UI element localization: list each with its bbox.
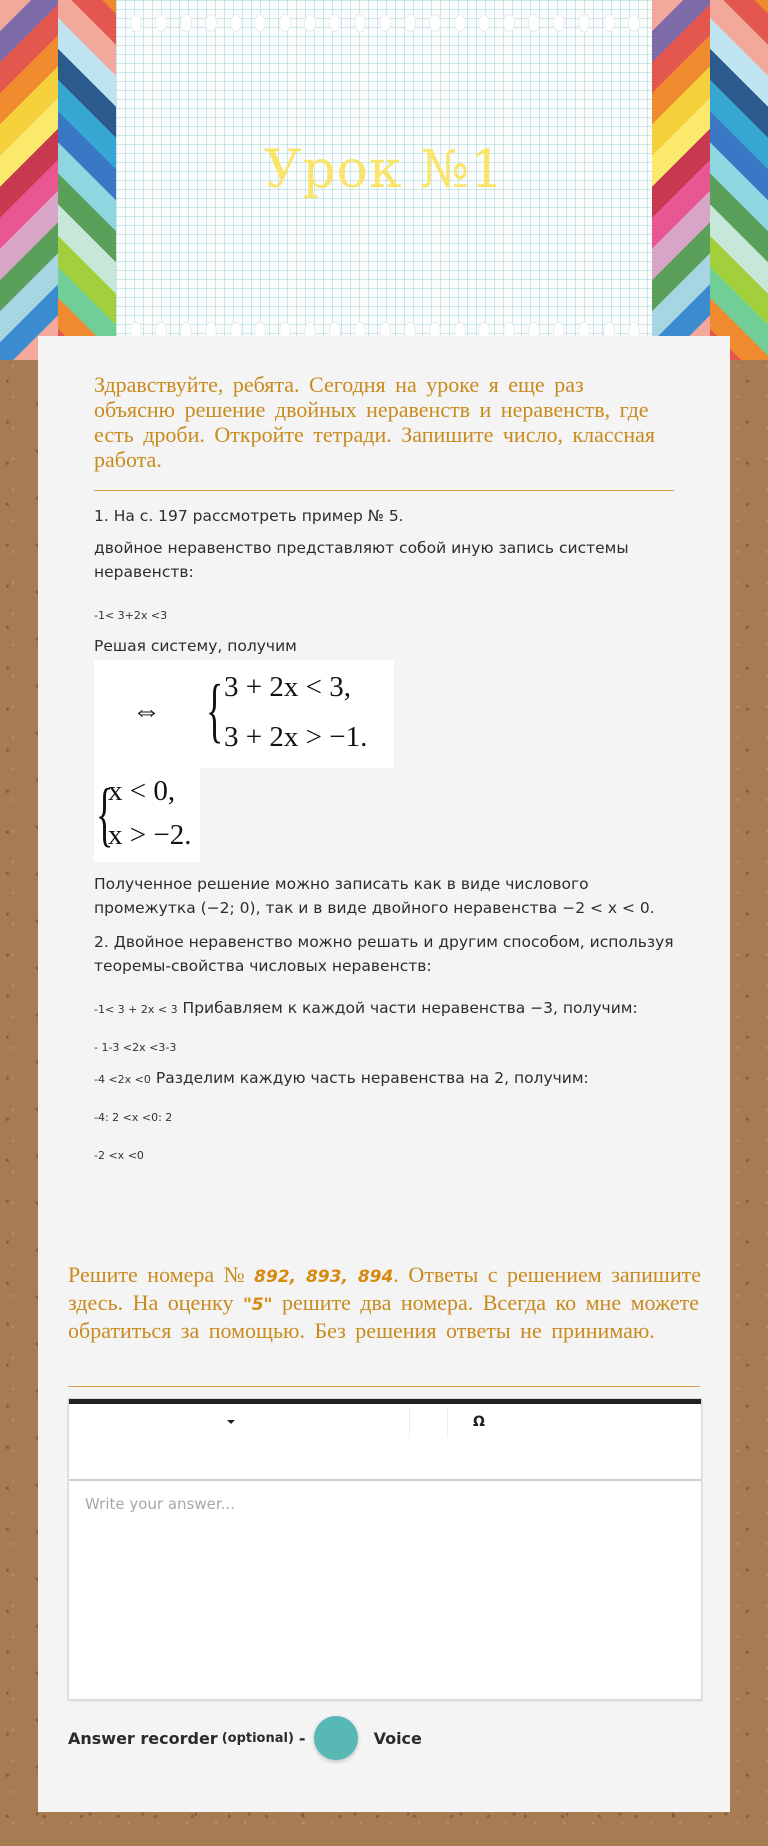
special-character-icon[interactable]: Ω [473,1414,485,1430]
system-line: 3 + 2x > −1. [224,721,368,753]
lesson-step-line [94,1066,694,1092]
brace-icon: { [206,670,224,750]
equivalence-arrow-icon: ⇔ [132,695,161,727]
lesson-paragraph: Полученное решение можно записать как в виде числового промежутка (−2; 0), так и в виде двойного неравенства −2 < x < 0. [94,875,655,917]
answer-recorder: Answer recorder (optional) - Voice [68,1716,422,1760]
assignment-text: Решите номера № 892, 893, 894. Ответы с решением запишите здесь. На оценку "5" решите два номера. Всегда ко мне можете обратиться за помощью. Без решения ответы не принимаю. [68,1262,702,1343]
inequality: - 1-3 <2x <3-3 [94,1041,177,1054]
format-dropdown[interactable] [69,1404,409,1440]
assignment-numbers: 892, 893, 894 [254,1267,394,1287]
editor-toolbar [69,1404,701,1481]
page-title: Урок №1 [263,140,505,200]
divider [68,1386,700,1387]
inequality: -1< 3 + 2x < 3 [94,1003,178,1016]
lesson-step-line [94,996,694,1022]
intro-text: Здравствуйте, ребята. Сегодня на уроке я еще раз объясню решение двойных неравенств и неравенств, где есть дроби. Откройте тетради. Запишите число, классная работа. [94,372,656,472]
brace-icon: { [96,774,114,854]
lesson-step-2: 2. Двойное неравенство можно решать и другим способом, используя теоремы-свойства числовых неравенств: [94,933,674,975]
step-text: Разделим каждую часть неравенства на 2, получим: [155,1069,589,1087]
toolbar-separator [409,1408,410,1438]
system-line: 3 + 2x < 3, [224,671,351,703]
answer-editor [68,1398,702,1700]
lesson-paragraph: двойное неравенство представляют собой иную запись системы неравенств: [94,539,629,581]
inequality: -1< 3+2x <3 [94,609,168,622]
inequality: -4: 2 <x <0: 2 [94,1111,173,1124]
grade-mark: "5" [242,1295,273,1315]
chevron-pattern-right [652,0,768,360]
math-system-image-2 [94,768,200,862]
recorder-label: Answer recorder [68,1728,218,1748]
system-line: x > −2. [108,819,192,851]
toolbar-separator [447,1408,448,1438]
recorder-optional: (optional) [221,1730,294,1746]
voice-label: Voice [373,1728,422,1748]
divider [94,490,674,491]
inequality: -4 <2x <0 [94,1073,151,1086]
lesson-step-1: 1. На с. 197 рассмотреть пример № 5. [94,507,404,525]
chevron-pattern-left [0,0,116,360]
record-voice-button[interactable] [314,1716,358,1760]
inequality: -2 <x <0 [94,1149,144,1162]
graph-paper [116,0,652,360]
system-line: x < 0, [108,775,176,807]
math-system-image-1 [94,660,394,768]
lesson-card [38,336,730,1812]
notebook-holes-top [130,14,640,32]
step-text: Прибавляем к каждой части неравенства −3, получим: [182,999,638,1017]
answer-input[interactable] [69,1481,701,1699]
header-banner [0,0,768,360]
lesson-paragraph: Решая систему, получим [94,637,297,655]
caret-down-icon [227,1420,235,1424]
